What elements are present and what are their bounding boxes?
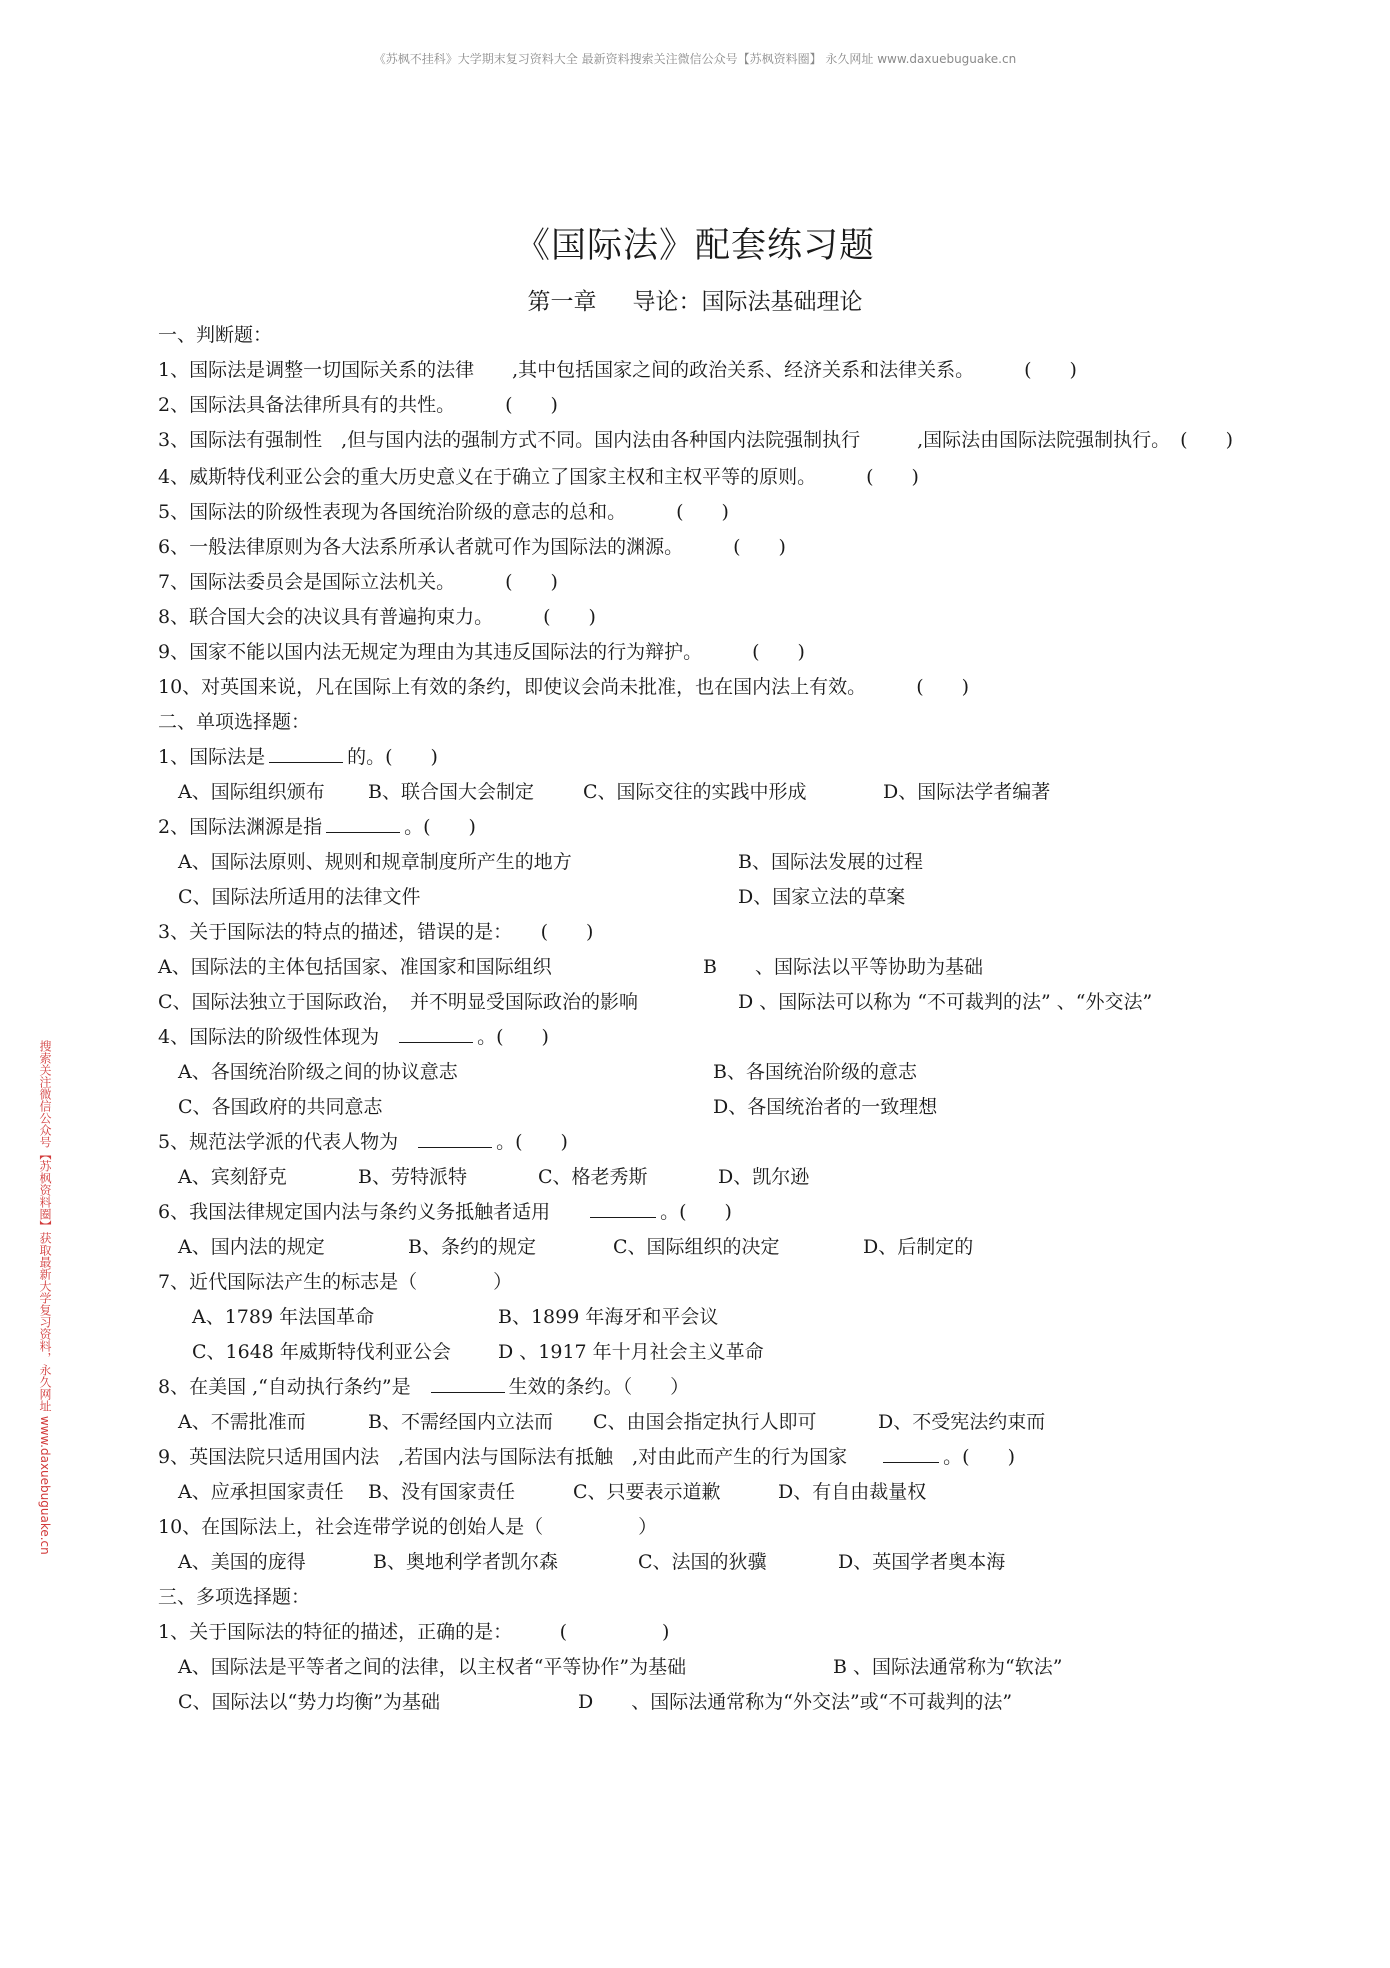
answer-blank[interactable]: ( ) xyxy=(505,394,558,416)
option[interactable]: C、只要表示道歉 xyxy=(573,1481,721,1503)
option[interactable]: C、国际交往的实践中形成 xyxy=(583,781,807,803)
option-row xyxy=(158,1650,1238,1685)
option-row xyxy=(158,775,1238,810)
tf-question-text: 5、国际法的阶级性表现为各国统治阶级的意志的总和。 xyxy=(158,501,627,523)
option[interactable]: B、奥地利学者凯尔森 xyxy=(373,1551,558,1573)
option[interactable]: A、国际法的主体包括国家、准国家和国际组织 xyxy=(158,956,552,978)
chapter-name: 导论：国际法基础理论 xyxy=(632,289,863,315)
option[interactable]: A、1789 年法国革命 xyxy=(192,1306,375,1328)
mc-question xyxy=(158,740,1238,775)
option[interactable]: B、各国统治阶级的意志 xyxy=(713,1061,917,1083)
option[interactable]: C、国际法独立于国际政治， 并不明显受国际政治的影响 xyxy=(158,991,639,1013)
option[interactable]: D、凯尔逊 xyxy=(718,1166,810,1188)
question-suffix: 。( ) xyxy=(496,1131,568,1153)
option[interactable]: B、联合国大会制定 xyxy=(368,781,534,803)
option[interactable]: A、国际法是平等者之间的法律，以主权者“平等协作”为基础 xyxy=(178,1656,687,1678)
option-row xyxy=(158,1090,1238,1125)
option-row xyxy=(158,1545,1238,1580)
option[interactable]: C、各国政府的共同意志 xyxy=(178,1096,383,1118)
question-text: 1、国际法是 xyxy=(158,746,266,768)
chapter-heading xyxy=(0,283,1390,316)
option[interactable]: D、国家立法的草案 xyxy=(738,886,906,908)
option[interactable]: A、美国的庞得 xyxy=(178,1551,306,1573)
mc-question xyxy=(158,1020,1238,1055)
option[interactable]: A、宾刻舒克 xyxy=(178,1166,287,1188)
option[interactable]: D、国际法学者编著 xyxy=(883,781,1051,803)
question-suffix: 。( ) xyxy=(943,1446,1015,1468)
mc-question: 3、关于国际法的特点的描述，错误的是： ( ) xyxy=(158,921,594,943)
tf-question-text: 7、国际法委员会是国际立法机关。 xyxy=(158,571,456,593)
option[interactable]: B、1899 年海牙和平会议 xyxy=(498,1306,719,1328)
option[interactable]: C、国际组织的决定 xyxy=(613,1236,780,1258)
multi-question: 1、关于国际法的特征的描述，正确的是： ( ) xyxy=(158,1621,670,1643)
option-row xyxy=(158,1055,1238,1090)
option[interactable]: A、国内法的规定 xyxy=(178,1236,325,1258)
option[interactable]: A、应承担国家责任 xyxy=(178,1481,344,1503)
fill-blank[interactable] xyxy=(590,1199,656,1218)
fill-blank[interactable] xyxy=(883,1444,939,1463)
answer-blank[interactable]: ( ) xyxy=(752,641,805,663)
question-suffix: 的。( ) xyxy=(347,746,438,768)
answer-blank[interactable]: ( ) xyxy=(1180,429,1233,451)
tf-question xyxy=(158,425,1238,456)
option-row xyxy=(158,1160,1238,1195)
tf-question-text: 3、国际法有强制性 ,但与国内法的强制方式不同。国内法由各种国内法院强制执行 ,国际法由国际法院强制执行。 xyxy=(158,429,1171,451)
tf-question-text: 2、国际法具备法律所具有的共性。 xyxy=(158,394,456,416)
option[interactable]: C、法国的狄骥 xyxy=(638,1551,767,1573)
option-row xyxy=(158,950,1238,985)
section-heading: 二、单项选择题： xyxy=(158,711,311,733)
question-text: 5、规范法学派的代表人物为 xyxy=(158,1131,399,1153)
mc-question xyxy=(158,1440,1238,1475)
side-watermark: 搜索关注微信公众号【苏枫资料圈】获取最新大学复习资料，永久网址 www.daxuebuguake.cn xyxy=(38,1040,52,1555)
option-row xyxy=(158,1685,1238,1720)
tf-question xyxy=(158,495,1238,530)
question-text: 8、在美国 ,“自动执行条约”是 xyxy=(158,1376,411,1398)
question-text: 2、国际法渊源是指 xyxy=(158,816,323,838)
tf-question xyxy=(158,565,1238,600)
option-row xyxy=(158,1230,1238,1265)
fill-blank[interactable] xyxy=(326,814,400,833)
tf-question xyxy=(158,670,1238,705)
option[interactable]: D、英国学者奥本海 xyxy=(838,1551,1006,1573)
answer-blank[interactable]: ( ) xyxy=(543,606,596,628)
option[interactable]: C、1648 年威斯特伐利亚公会 xyxy=(192,1341,451,1363)
option[interactable]: B、劳特派特 xyxy=(358,1166,467,1188)
tf-question xyxy=(158,530,1238,565)
tf-question xyxy=(158,388,1238,423)
option[interactable]: D、有自由裁量权 xyxy=(778,1481,927,1503)
option[interactable]: D 、国际法可以称为 “不可裁判的法” 、“外交法” xyxy=(738,991,1153,1013)
option-row xyxy=(158,1475,1238,1510)
section-heading: 一、判断题： xyxy=(158,324,273,346)
question-suffix: 。( ) xyxy=(660,1201,732,1223)
mc-question: 7、近代国际法产生的标志是（ ） xyxy=(158,1271,513,1293)
option[interactable]: A、国际法原则、规则和规章制度所产生的地方 xyxy=(178,851,572,873)
option[interactable]: C、格老秀斯 xyxy=(538,1166,648,1188)
option[interactable]: D 、1917 年十月社会主义革命 xyxy=(498,1341,764,1363)
mc-question xyxy=(158,1125,1238,1160)
mc-question: 10、在国际法上，社会连带学说的创始人是（ ） xyxy=(158,1516,658,1538)
tf-question xyxy=(158,353,1238,388)
tf-question-text: 9、国家不能以国内法无规定为理由为其违反国际法的行为辩护。 xyxy=(158,641,703,663)
document-title: 《国际法》配套练习题 xyxy=(514,226,875,266)
answer-blank[interactable]: ( ) xyxy=(1024,359,1077,381)
option[interactable]: B 、国际法以平等协助为基础 xyxy=(703,956,983,978)
tf-question-text: 1、国际法是调整一切国际关系的法律 ,其中包括国家之间的政治关系、经济关系和法律关系。 xyxy=(158,359,975,381)
option-row xyxy=(158,1300,1238,1335)
option[interactable]: C、国际法以“势力均衡”为基础 xyxy=(178,1691,440,1713)
option[interactable]: C、由国会指定执行人即可 xyxy=(593,1411,817,1433)
question-suffix: 。( ) xyxy=(404,816,476,838)
option[interactable]: B 、国际法通常称为“软法” xyxy=(833,1656,1063,1678)
option[interactable]: D、各国统治者的一致理想 xyxy=(713,1096,938,1118)
section-heading: 三、多项选择题： xyxy=(158,1586,311,1608)
mc-question xyxy=(158,1370,1238,1405)
answer-blank[interactable]: ( ) xyxy=(505,571,558,593)
fill-blank[interactable] xyxy=(418,1129,492,1148)
option[interactable]: B、没有国家责任 xyxy=(368,1481,515,1503)
fill-blank[interactable] xyxy=(399,1024,473,1043)
tf-question-text: 8、联合国大会的决议具有普遍拘束力。 xyxy=(158,606,494,628)
question-text: 6、我国法律规定国内法与条约义务抵触者适用 xyxy=(158,1201,551,1223)
fill-blank[interactable] xyxy=(431,1374,505,1393)
option-row xyxy=(158,845,1238,880)
option[interactable]: B、国际法发展的过程 xyxy=(738,851,923,873)
question-suffix: 。( ) xyxy=(477,1026,549,1048)
tf-question xyxy=(158,600,1238,635)
fill-blank[interactable] xyxy=(269,744,343,763)
answer-blank[interactable]: ( ) xyxy=(866,466,919,488)
option-row xyxy=(158,880,1238,915)
answer-blank[interactable]: ( ) xyxy=(676,501,729,523)
tf-question-text: 10、对英国来说，凡在国际上有效的条约，即使议会尚未批准，也在国内法上有效。 xyxy=(158,676,867,698)
option[interactable]: D 、国际法通常称为“外交法”或“不可裁判的法” xyxy=(578,1691,1013,1713)
answer-blank[interactable]: ( ) xyxy=(733,536,786,558)
option-row xyxy=(158,1335,1238,1370)
mc-question xyxy=(158,1195,1238,1230)
chapter-number: 第一章 xyxy=(527,289,597,315)
option-row xyxy=(158,985,1238,1020)
option[interactable]: B、不需经国内立法而 xyxy=(368,1411,553,1433)
question-suffix: 生效的条约。（ ） xyxy=(508,1376,690,1398)
option[interactable]: A、各国统治阶级之间的协议意志 xyxy=(178,1061,458,1083)
option[interactable]: B、条约的规定 xyxy=(408,1236,536,1258)
header-watermark: 《苏枫不挂科》大学期末复习资料大全 最新资料搜索关注微信公众号【苏枫资料圈】 永久网址 www.daxuebuguake.cn xyxy=(373,52,1017,66)
tf-question xyxy=(158,635,1238,670)
question-text: 9、英国法院只适用国内法 ,若国内法与国际法有抵触 ,对由此而产生的行为国家 xyxy=(158,1446,848,1468)
tf-question-text: 4、威斯特伐利亚公会的重大历史意义在于确立了国家主权和主权平等的原则。 xyxy=(158,466,817,488)
exercise-content xyxy=(158,318,1238,1720)
option[interactable]: A、不需批准而 xyxy=(178,1411,306,1433)
answer-blank[interactable]: ( ) xyxy=(916,676,970,698)
option[interactable]: D、不受宪法约束而 xyxy=(878,1411,1046,1433)
option-row xyxy=(158,1405,1238,1440)
mc-question xyxy=(158,810,1238,845)
tf-question xyxy=(158,460,1238,495)
tf-question-text: 6、一般法律原则为各大法系所承认者就可作为国际法的渊源。 xyxy=(158,536,684,558)
option[interactable]: C、国际法所适用的法律文件 xyxy=(178,886,421,908)
option[interactable]: D、后制定的 xyxy=(863,1236,974,1258)
question-text: 4、国际法的阶级性体现为 xyxy=(158,1026,380,1048)
option[interactable]: A、国际组织颁布 xyxy=(178,781,325,803)
